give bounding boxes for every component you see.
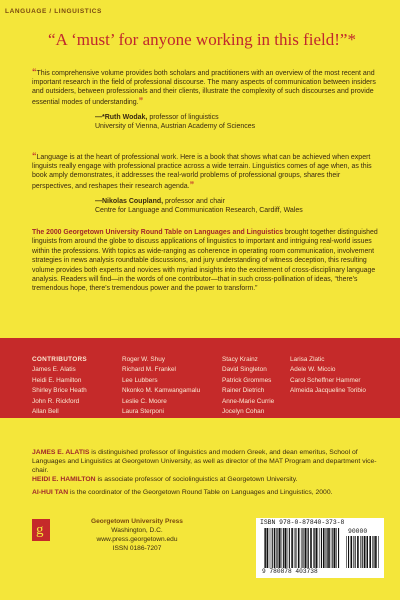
endorsement-attribution-1	[95, 113, 255, 131]
quote-text: Language is at the heart of professional work. Here is a book that shows what can be achieved when expert linguists really engage with professional practice across a wide terrain. Linguistics comes of age when, as this book amply demonstrates, it addresses the real-world problems of professional groups, shares their perspectives, and reshapes their research agenda.	[32, 154, 372, 190]
endorsement-quote-2	[32, 152, 382, 191]
contributor-name: John R. Rickford	[32, 397, 80, 405]
endorser-affiliation: Centre for Language and Communication Research, Cardiff, Wales	[95, 207, 303, 215]
close-quote-mark: ”	[189, 179, 195, 190]
endorser-affiliation: University of Vienna, Austrian Academy of Sciences	[95, 123, 256, 131]
headline-quote: “A ‘must’ for anyone working in this field!”*	[48, 30, 356, 49]
publisher-issn: ISSN 0186-7207	[112, 545, 162, 552]
contributor-name: Stacy Krainz	[222, 356, 258, 363]
editor-bio-3	[32, 488, 382, 497]
contributors-column-1	[32, 355, 87, 417]
barcode-bars-icon	[264, 528, 340, 568]
editor-name: JAMES E. ALATIS	[32, 449, 90, 456]
barcode-addon-number: 90000	[348, 528, 368, 535]
publisher-name: Georgetown University Press	[91, 518, 183, 525]
publisher-logo-letter: g	[36, 522, 44, 538]
summary-text: brought together distinguished linguists from around the globe to discuss applications of linguistics to important and intriguing real-world issues within the professions. With topics as wide-ranging as coherence in operating room communication, involvement strategies in news analysis roundtable discussions, and jury understanding of witness deception, this resulting volume provides both experts and novices with myriad insights into the excitement of cross-disciplinary language analysis. Readers will find—in the words of one contributor—that in such cross-pollination of ideas, “there’s tremendous hope, there’s tremendous power and the power to transform.”	[32, 229, 378, 293]
publisher-info	[62, 517, 212, 553]
editor-bio-text: is distinguished professor of linguistics and modern Greek, and dean emeritus, School of Languages and Linguistics at Georgetown University, as well as director of the MAT Program and department vice-chair.	[32, 449, 377, 475]
editor-bio-text: is associate professor of sociolinguistics at Georgetown University.	[95, 476, 298, 483]
endorser-name: —Nikolas Coupland,	[95, 198, 164, 205]
contributor-name: Shirley Brice Heath	[32, 387, 87, 395]
contributor-name: Leslie C. Moore	[122, 397, 167, 405]
contributor-name: James E. Alatis	[32, 366, 76, 374]
contributor-name: David Singleton	[222, 366, 267, 374]
editor-name: AI-HUI TAN	[32, 489, 69, 496]
contributor-name: Nkonko M. Kamwangamalu	[122, 387, 201, 395]
contributor-name: Patrick Grommes	[222, 376, 272, 384]
close-quote-mark: ”	[138, 95, 144, 106]
contributor-name: Carol Scheffner Hammer	[290, 376, 361, 384]
contributors-column-3	[222, 355, 274, 417]
open-quote-mark: “	[32, 67, 37, 77]
contributor-name: Allan Bell	[32, 408, 59, 416]
editor-name: HEIDI E. HAMILTON	[32, 476, 96, 483]
contributor-name: Lee Lubbers	[122, 376, 158, 384]
endorsement-attribution-2	[95, 197, 303, 215]
editor-bio-1	[32, 448, 382, 476]
contributor-name: Heidi E. Hamilton	[32, 376, 82, 384]
contributor-name: Larisa Zlatic	[290, 356, 325, 363]
endorser-title: professor and chair	[163, 198, 225, 205]
publisher-city: Washington, D.C.	[111, 527, 163, 534]
contributor-name: Laura Sterponi	[122, 408, 164, 416]
contributor-name: Almeida Jacqueline Toribio	[290, 387, 366, 395]
contributor-name: Anne-Marie Currie	[222, 397, 275, 405]
contributors-column-2	[122, 355, 200, 417]
quote-text: This comprehensive volume provides both scholars and practitioners with an overview of the most recent and important research in the field of professional discourse. The many aspects of communication between insiders and outsiders, between professionals and their clients, illustrate the complexity of such discourses and provide essential modes of understanding.	[32, 70, 376, 106]
isbn-text: ISBN 978-0-87840-373-8	[260, 519, 345, 526]
category-label: LANGUAGE / LINGUISTICS	[5, 8, 102, 15]
barcode-number: 9 780878 403738	[262, 568, 318, 575]
open-quote-mark: “	[32, 151, 37, 161]
contributor-name: Roger W. Shuy	[122, 356, 165, 363]
endorsement-quote-1	[32, 68, 382, 107]
contributors-column-4	[290, 355, 366, 397]
book-summary	[32, 228, 382, 294]
contributor-name: Adele W. Miccio	[290, 366, 336, 374]
editor-bio-text: is the coordinator of the Georgetown Round Table on Languages and Linguistics, 2000.	[68, 489, 333, 496]
contributor-name: Jocelyn Cohan	[222, 408, 265, 416]
barcode-addon-bars-icon	[346, 536, 380, 568]
contributor-name: Rainer Dietrich	[222, 387, 265, 395]
publisher-url: www.press.georgetown.edu	[96, 536, 178, 543]
endorser-title: professor of linguistics	[147, 114, 219, 121]
editor-bio-2	[32, 475, 382, 484]
endorser-name: —*Ruth Wodak,	[95, 114, 148, 121]
contributors-header: CONTRIBUTORS	[32, 356, 87, 363]
summary-lead: The 2000 Georgetown University Round Table on Languages and Linguistics	[32, 229, 284, 236]
contributor-name: Richard M. Frankel	[122, 366, 176, 374]
